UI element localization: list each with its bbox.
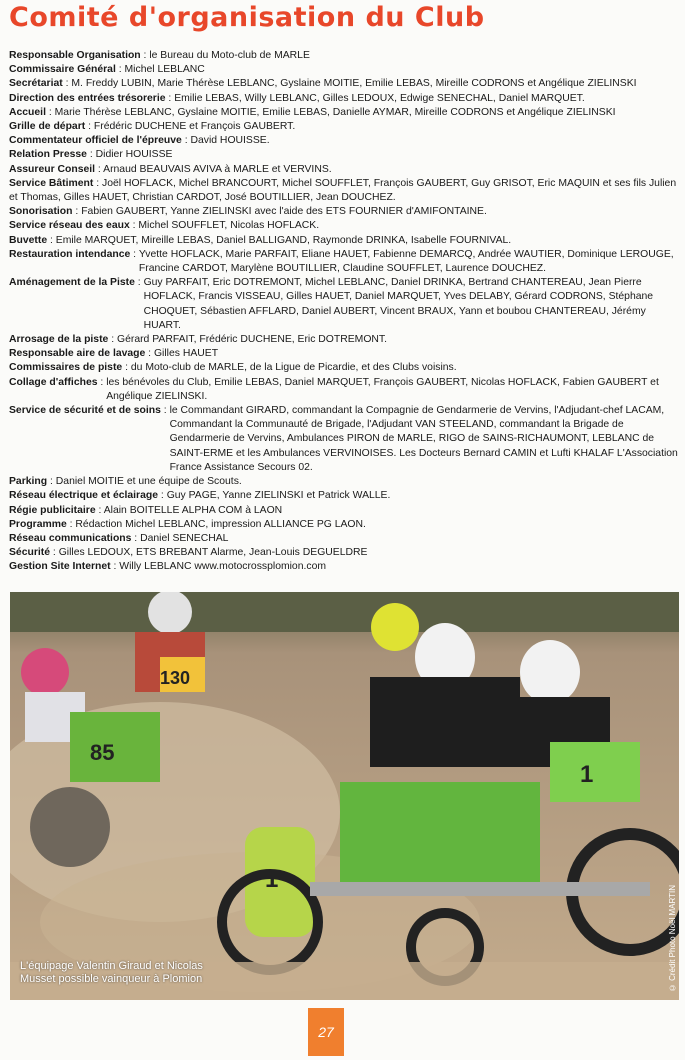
credit-value: Joël HOFLACK, Michel BRANCOURT, Michel SOUFFLET, François GAUBERT, Guy GRISOT, Eric MAQUIN et ses fils Julien et Thomas, Gilles HAUET, Christian CARDOT, José BOUTILLIER, Jean DOUCHEZ. [9,177,677,204]
credit-label: Programme [9,518,67,530]
credit-label: Commissaire Général [9,64,116,76]
credit-separator: : [50,547,59,559]
credit-label: Commissaires de piste [9,362,123,374]
credit-value: Didier HOUISSE [95,149,173,161]
credit-row [9,148,681,162]
credit-separator: : [62,78,72,90]
photo-credit: © Crédit Photo Noël MARTIN [668,884,677,992]
credit-row [9,49,681,63]
credit-row [9,361,681,375]
credit-label: Service Bâtiment [9,177,94,189]
credit-label: Sonorisation [9,206,73,218]
credit-label: Arrosage de la piste [9,334,109,346]
credit-line [9,92,585,106]
credit-value: Willy LEBLANC www.motocrossplomion.com [119,561,327,573]
credit-separator: : [145,348,154,360]
credit-line [9,77,637,91]
credit-row [9,106,681,120]
credit-line [9,177,681,205]
credit-value: Daniel MOITIE et une équipe de Scouts. [55,476,242,488]
credit-separator: : [165,92,175,104]
credit-value: Yvette HOFLACK, Marie PARFAIT, Eliane HAUET, Fabienne DEMARCQ, Andrée WAUTIER, Dominique LEROUGE, Francine CARDOT, Marylène BOUTILLIER, Claudine SOUFFLET, Laurence DOUCHEZ. [138,248,674,275]
credit-row [9,532,681,546]
credit-line [9,475,242,489]
credit-row [9,92,681,106]
credit-value: M. Freddy LUBIN, Marie Thérèse LEBLANC, Gyslaine MOITIE, Emilie LEBAS, Mireille CODRONS et Angélique ZIELINSKI [71,78,637,90]
credit-value: Alain BOITELLE ALPHA COM à LAON [103,504,283,516]
credit-row [9,248,681,276]
credit-value: les bénévoles du Club, Emilie LEBAS, Daniel MARQUET, François GAUBERT, Nicolas HOFLACK, Fabien GAUBERT et Angélique ZIELINSKI. [106,376,659,402]
page-title: Comité d'organisation du Club [9,2,485,33]
credit-line [9,106,616,120]
credit-label: Aménagement de la Piste [9,277,135,289]
credit-row [9,489,681,503]
credit-label: Parking [9,476,48,488]
credit-line [9,49,310,63]
credit-label: Gestion Site Internet [9,561,111,573]
credit-line [9,489,390,503]
page-number: 27 [308,1008,344,1056]
credit-value: le Commandant GIRARD, commandant la Compagnie de Gendarmerie de Vervins, l'Adjudant-chef LACAM, Commandant la Communauté de Brigade, l'Adjudant VAN STEELAND, commandant la Brigade de Gendarmerie de Vervins, Ambulances PIRON de MARLE, RIGO de SAINS-RICHAUMONT, LEBLANC de SAINT-ERME et les Ambulances VERVINOISES. Les Docteurs Bernard CAMIN et Lufti KHALAF L'Association France Assistance Secours 02. [169,405,678,473]
credit-row [9,404,681,475]
credit-row [9,376,681,404]
credit-separator: : [86,149,96,161]
credit-label: Collage d'affiches [9,376,98,388]
credit-value: Guy PARFAIT, Eric DOTREMONT, Michel LEBLANC, Daniel DRINKA, Bertrand CHANTEREAU, Jean Pierre HOFLACK, Francis VISSEAU, Gilles HAUET, Daniel MARQUET, Yves DELABY, Gérard CODRONS, Stéphane CHOQUET, Sébastien AFFLARD, Daniel AUBERT, Vincent BRAUX, Yann et boubou CHANTEREAU, Jérémy HUART. [143,277,654,331]
race-number-1: 1 [580,761,594,788]
credit-label: Grille de départ [9,121,86,133]
sidecar-race-photo [10,592,679,1000]
credit-row [9,63,681,77]
credit-separator: : [129,220,139,232]
credit-label: Direction des entrées trésorerie [9,92,166,104]
credit-row [9,276,681,333]
credit-value: le Bureau du Moto-club de MARLE [149,50,310,61]
race-number-1b: 1 [265,866,279,893]
credit-label: Responsable aire de lavage [9,348,146,360]
credits-list [9,49,681,575]
credit-row [9,560,681,574]
credit-line [9,504,282,518]
credit-label: Sécurité [9,547,51,559]
credit-separator: : [160,405,170,417]
credit-separator: : [95,504,104,516]
credit-separator: : [140,50,150,61]
credit-separator: : [130,248,139,260]
credit-value: Gérard PARFAIT, Frédéric DUCHENE, Eric DOTREMONT. [117,334,387,346]
credit-separator: : [122,362,131,374]
credit-label: Secrétariat [9,78,63,90]
photo-caption: L'équipage Valentin Giraud et Nicolas Musset possible vainqueur à Plomion [20,960,203,985]
credit-value: Marie Thérèse LEBLANC, Gyslaine MOITIE, Emilie LEBAS, Danielle AYMAR, Mireille CODRONS et Angélique ZIELINSKI [54,106,616,118]
credit-line [9,219,319,233]
credit-value: Emile MARQUET, Mireille LEBAS, Daniel BALLIGAND, Raymonde DRINKA, Isabelle FOURNIVAL. [55,234,512,246]
credit-value: Michel SOUFFLET, Nicolas HOFLACK. [138,220,320,232]
race-number-130: 130 [160,668,191,688]
credit-separator: : [85,121,94,133]
credit-line [9,518,366,532]
credit-label: Restauration intendance [9,248,131,260]
credit-separator: : [110,561,120,573]
credit-label: Service réseau des eaux [9,220,130,232]
credit-line [9,163,332,177]
credit-separator: : [108,334,117,346]
credit-separator: : [97,376,107,388]
credit-line [9,63,205,77]
credit-row [9,120,681,134]
credit-separator: : [131,532,141,544]
credit-value: Fabien GAUBERT, Yanne ZIELINSKI avec l'aide des ETS FOURNIER d'AMIFONTAINE. [81,206,487,218]
credit-label: Réseau électrique et éclairage [9,490,159,502]
credit-value: du Moto-club de MARLE, de la Ligue de Picardie, et des Clubs voisins. [130,362,457,374]
credit-line [9,148,172,162]
credit-value: Michel LEBLANC [124,64,205,76]
credit-separator: : [66,518,76,530]
credit-row [9,475,681,489]
credit-separator: : [134,277,144,289]
credit-label: Accueil [9,106,46,118]
credit-row [9,546,681,560]
credit-row [9,205,681,219]
credit-value: Frédéric DUCHENE et François GAUBERT. [93,121,296,133]
credit-value: Guy PAGE, Yanne ZIELINSKI et Patrick WALLE. [166,490,391,502]
credit-row [9,219,681,233]
credit-row [9,333,681,347]
credit-row [9,518,681,532]
credit-row [9,177,681,205]
credit-separator: : [47,234,56,246]
credit-separator: : [45,106,55,118]
credit-line [9,347,218,361]
credit-label: Réseau communications [9,532,132,544]
credit-label: Assureur Conseil [9,163,96,175]
credit-row [9,347,681,361]
credit-value: Gilles LEDOUX, ETS BREBANT Alarme, Jean-Louis DEGUELDRE [58,547,368,559]
credit-label: Buvette [9,234,48,246]
credit-value: Emilie LEBAS, Willy LEBLANC, Gilles LEDOUX, Edwige SENECHAL, Daniel MARQUET. [174,92,585,104]
credit-value: Arnaud BEAUVAIS AVIVA à MARLE et VERVINS. [103,163,332,175]
credit-line [9,361,457,375]
credit-value: Rédaction Michel LEBLANC, impression ALLIANCE PG LAON. [75,518,366,530]
credit-separator: : [93,177,102,189]
credit-row [9,77,681,91]
credit-line [9,205,487,219]
credit-line [9,120,295,134]
credit-row [9,504,681,518]
credit-separator: : [115,64,125,76]
credit-line [9,560,326,574]
credit-separator: : [95,163,104,175]
credit-line [9,134,270,148]
race-number-85: 85 [90,740,115,765]
credit-separator: : [72,206,82,218]
credit-label: Régie publicitaire [9,504,96,516]
credit-separator: : [47,476,56,488]
credit-label: Responsable Organisation [9,50,141,61]
credit-label: Relation Presse [9,149,87,161]
credit-value: Gilles HAUET [153,348,219,360]
credit-separator: : [181,135,191,147]
credit-line [9,546,367,560]
credit-value: Daniel SENECHAL [140,532,229,544]
credit-line [9,532,228,546]
credit-label: Commentateur officiel de l'épreuve [9,135,182,147]
credit-row [9,134,681,148]
credit-line [9,333,387,347]
credit-separator: : [158,490,167,502]
credit-label: Service de sécurité et de soins [9,405,161,417]
credit-line [9,234,511,248]
credit-row [9,163,681,177]
credit-row [9,234,681,248]
credit-value: David HOUISSE. [190,135,270,147]
